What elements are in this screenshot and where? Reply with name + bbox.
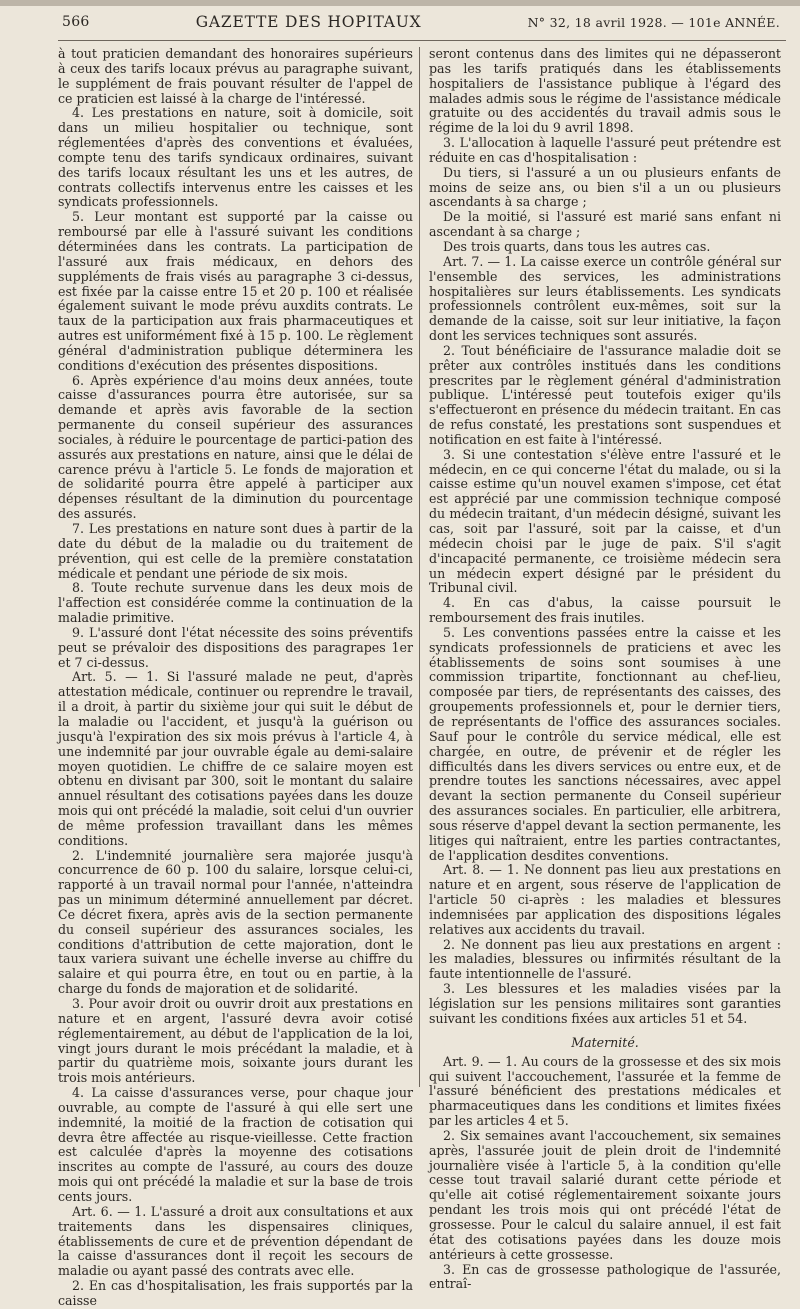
text-columns [58,46,786,1308]
paragraph: 6. Après expérience d'au moins deux années, toute caisse d'assurances pourra être autorisée, sur sa demande et après avis favorable de la section permanente du conseil supérieur des assurances sociales, à réduire le pourcentage de partici-pation des assurés aux prestations en nature, ainsi que le délai de carence prévu à l'article 5. Le fonds de majoration et de solidarité pourra être appelé à participer aux dépenses résultant de la diminution du pourcentage des assurés. [58,372,413,522]
paragraph: 3. Les blessures et les maladies visées par la législation sur les pensions militaires sont garanties suivant les conditions fixées aux articles 51 et 54. [429,981,781,1026]
paragraph: 4. En cas d'abus, la caisse poursuit le remboursement des frais inutiles. [429,595,781,626]
article-paragraph: Art. 7. — 1. La caisse exerce un contrôle général sur l'ensemble des services, les administrations hospitalières sur leurs établissements. Les syndicats professionnels contrôlent eux-mêmes, soit sur la demande de la caisse, soit sur leur initiative, la façon dont les services techniques sont assurés. [429,253,781,344]
article-paragraph: Art. 9. — 1. Au cours de la grossesse et des six mois qui suivent l'accouchement, l'assurée et la femme de l'assuré bénéficient des prestations médicales et pharmaceutiques dans les conditions et limites fixées par les articles 4 et 5. [429,1053,781,1129]
paragraph: Du tiers, si l'assuré a un ou plusieurs enfants de moins de seize ans, ou bien s'il a un ou plusieurs ascendants à sa charge ; [429,164,781,210]
paragraph: Des trois quarts, dans tous les autres cas. [443,238,711,254]
paragraph: 2. Ne donnent pas lieu aux prestations en argent : les maladies, blessures ou infirmités résultant de la faute intentionnelle de l'assuré. [429,936,781,982]
paragraph: 2. Six semaines avant l'accouchement, six semaines après, l'assurée jouit de plein droit de l'indemnité journalière visée à l'article 5, à la condition qu'elle cesse tout travail salarié durant cette période et qu'elle ait cotisé réglementairement soixante jours pendant les trois mois qui ont précédé l'état de grossesse. Pour le calcul du salaire annuel, il est fait état des cotisations payées dans les douze mois antérieurs à cette grossesse. [429,1127,781,1262]
article-paragraph: Art. 6. — 1. L'assuré a droit aux consultations et aux traitements dans les dispensaires cliniques, établissements de cure et de prévention dépendant de la caisse d'assurances dont il reçoit les secours de maladie ou ayant passé des contrats avec elle. [58,1203,413,1279]
right-column [420,46,781,1292]
page-number: 566 [62,14,90,30]
paragraph: 4. Les prestations en nature, soit à domicile, soit dans un milieu hospitalier ou technique, sont réglementées d'après des conventions et évaluées, compte tenu des tarifs syndicaux ordinaires, suivant des tarifs locaux résultant les uns et les autres, de contrats collectifs intervenus entre les caisses et les syndicats professionnels. [58,105,413,210]
paragraph: 3. Si une contestation s'élève entre l'assuré et le médecin, en ce qui concerne l'état du malade, ou si la caisse estime qu'un nouvel examen s'impose, cet état est apprécié par une commission technique composé du médecin traitant, d'un médecin désigné, suivant les cas, soit par l'assuré, soit par la caisse, et d'un médecin choisi par le juge de paix. S'il s'agit d'incapacité permanente, ce troisième médecin sera un médecin expert désigné par le président du Tribunal civil. [429,446,781,596]
article-paragraph: Art. 5. — 1. Si l'assuré malade ne peut, d'après attestation médicale, continuer ou reprendre le travail, il a droit, à partir du sixième jour qui suit le début de la maladie ou l'accident, et jusqu'à la guérison ou jusqu'à l'expiration des six mois prévus à l'article 4, à une indemnité par jour ouvrable égale au demi-salaire moyen quotidien. Le chiffre de ce salaire moyen est obtenu en divisant par 300, soit le montant du salaire annuel résultant des cotisations payées dans les douze mois qui ont précédé la maladie, soit celui d'un ouvrier de même profession travaillant dans les mêmes conditions. [58,669,413,848]
paragraph: 2. Tout bénéficiaire de l'assurance maladie doit se prêter aux contrôles institués dans les conditions prescrites par le règlement général d'administration publique. L'intéressé peut toutefois exiger qu'ils s'effectueront en présence du médecin traitant. En cas de refus constaté, les prestations sont suspendues et notification en est faite à l'intéressé. [429,342,781,447]
paragraph: 5. Les conventions passées entre la caisse et les syndicats professionnels de praticiens et avec les établissements de soins sont soumises à une commission tripartite, fonctionnant au chef-lieu, composée par tiers, de représentants des caisses, des groupements professionnels et, pour le dernier tiers, de représentants de l'office des assurances sociales. Sauf pour le contrôle du service médical, elle est chargée, en outre, de prévenir et de régler les difficultés dans les divers services ou entre eux, et de prendre toutes les sanctions nécessaires, avec appel devant la section permanente du Conseil supérieur des assurances sociales. En particulier, elle arbitrera, sous réserve d'appel devant la section permanente, les litiges qui naîtraient, entre les parties contractantes, de l'application desdites conventions. [429,624,781,863]
header-rule [58,40,786,41]
paragraph: seront contenus dans des limites qui ne dépasseront pas les tarifs pratiqués dans les établissements hospitaliers de l'assistance publique à l'égard des malades admis sous le régime de l'assistance médicale gratuite ou des accidentés du travail admis sous le régime de la loi du 9 avril 1898. [429,46,781,136]
paragraph: 3. En cas de grossesse pathologique de l'assurée, entraî- [429,1261,781,1292]
paragraph: 8. Toute rechute survenue dans les deux mois de l'affection est considérée comme la continuation de la maladie primitive. [58,580,413,626]
paragraph: 2. L'indemnité journalière sera majorée jusqu'à concurrence de 60 p. 100 du salaire, lorsque celui-ci, rapporté à un travail normal pour l'année, n'atteindra pas un minimum déterminé annuellement par décret. Ce décret fixera, après avis de la section permanente du conseil supérieur des assurances sociales, les conditions d'attribution de cette majoration, dont le taux variera suivant une échelle inverse au chiffre du salaire et qui pourra être, en tout ou en partie, à la charge du fonds de majoration et de solidarité. [58,847,413,997]
journal-title: GAZETTE DES HOPITAUX [195,13,422,31]
section-heading: Maternité. [571,1034,639,1050]
paragraph: 3. L'allocation à laquelle l'assuré peut prétendre est réduite en cas d'hospitalisation : [429,135,781,165]
issue-info: N° 32, 18 avril 1928. — 101e ANNÉE. [527,14,780,30]
left-column [58,46,419,1308]
paragraph: 4. La caisse d'assurances verse, pour chaque jour ouvrable, au compte de l'assuré à qui elle sert une indemnité, la moitié de la fraction de cotisation qui devra être affectée au risque-vieillesse. Cette fraction est calculée d'après la moyenne des cotisations inscrites au compte de l'assuré, au cours des douze mois qui ont précédé la maladie et sur la base de trois cents jours. [58,1085,413,1204]
paragraph: 5. Leur montant est supporté par la caisse ou remboursé par elle à l'assuré suivant les conditions déterminées dans les contrats. La participation de l'assuré aux frais médicaux, en dehors des suppléments de frais visés au paragraphe 3 ci-dessus, est fixée par la caisse entre 15 et 20 p. 100 et réalisée également suivant le mode prévu auxdits contrats. Le taux de la participation aux frais pharmaceutiques et autres est uniformément fixé à 15 p. 100. Le règlement général d'administration publique déterminera les conditions d'exécution des présentes dispositions. [58,209,413,373]
paragraph: à tout praticien demandant des honoraires supérieurs à ceux des tarifs locaux prévus au paragraphe suivant, le supplément de frais pouvant résulter de l'appel de ce praticien est laissé à la charge de l'intéressé. [58,46,413,106]
page-header [62,10,780,34]
paragraph: De la moitié, si l'assuré est marié sans enfant ni ascendant à sa charge ; [429,209,781,240]
article-paragraph: Art. 8. — 1. Ne donnent pas lieu aux prestations en nature et en argent, sous réserve de l'application de l'article 50 ci-après : les maladies et blessures indemnisées par application des dispositions légales relatives aux accidents du travail. [429,862,781,937]
top-edge-rule [0,0,800,6]
paragraph: 7. Les prestations en nature sont dues à partir de la date du début de la maladie ou du traitement de prévention, qui est celle de la première constatation médicale et pendant une période de six mois. [58,521,413,581]
paragraph: 9. L'assuré dont l'état nécessite des soins préventifs peut se prévaloir des dispositions des paragrapes 1er et 7 ci-dessus. [58,624,413,670]
paragraph: 2. En cas d'hospitalisation, les frais supportés par la caisse [58,1278,413,1308]
paragraph: 3. Pour avoir droit ou ouvrir droit aux prestations en nature et en argent, l'assuré devra avoir cotisé réglementairement, au début de l'application de la loi, vingt jours durant le mois précédant la maladie, et à partir du quatrième mois, soixante jours durant les trois mois antérieurs. [58,996,413,1086]
